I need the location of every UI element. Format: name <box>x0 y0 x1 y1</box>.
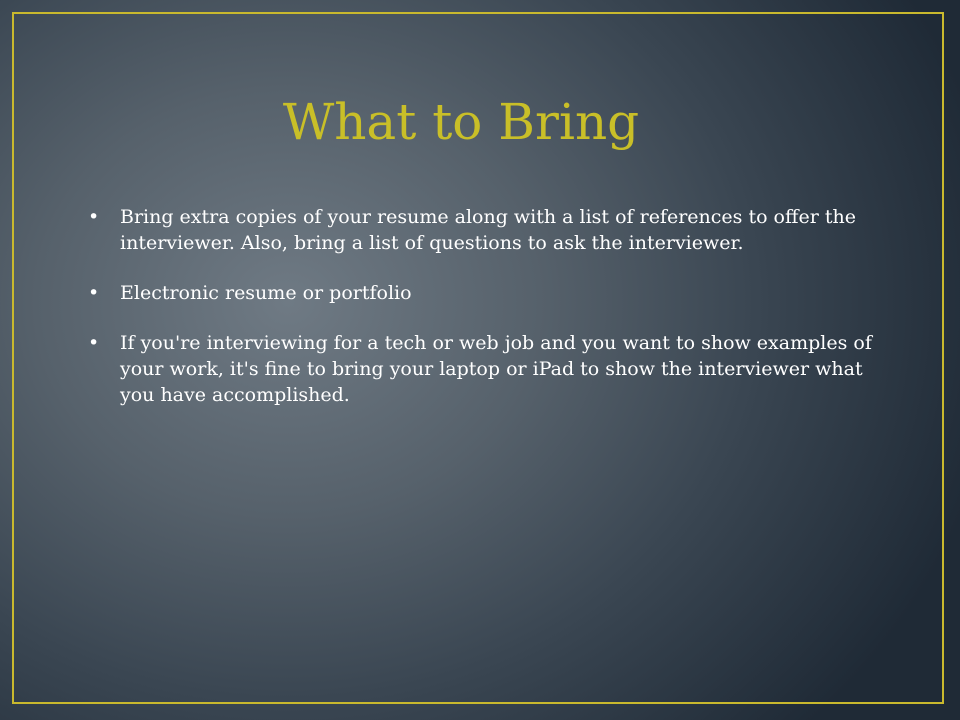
bullet-icon: • <box>88 206 100 228</box>
bullet-item <box>88 280 888 306</box>
bullet-icon: • <box>88 282 100 304</box>
bullet-text: Bring extra copies of your resume along with a list of references to offer the interviewer. Also, bring a list of questions to ask the interviewer. <box>120 206 856 254</box>
bullet-item <box>88 204 888 256</box>
bullet-icon: • <box>88 332 100 354</box>
bullet-text: Electronic resume or portfolio <box>120 282 412 304</box>
bullet-text: If you're interviewing for a tech or web job and you want to show examples of your work, it's fine to bring your laptop or iPad to show the interviewer what you have accomplished. <box>120 332 872 406</box>
slide-title: What to Bring <box>282 93 640 151</box>
bullet-item <box>88 330 888 408</box>
bullet-list <box>88 204 888 432</box>
